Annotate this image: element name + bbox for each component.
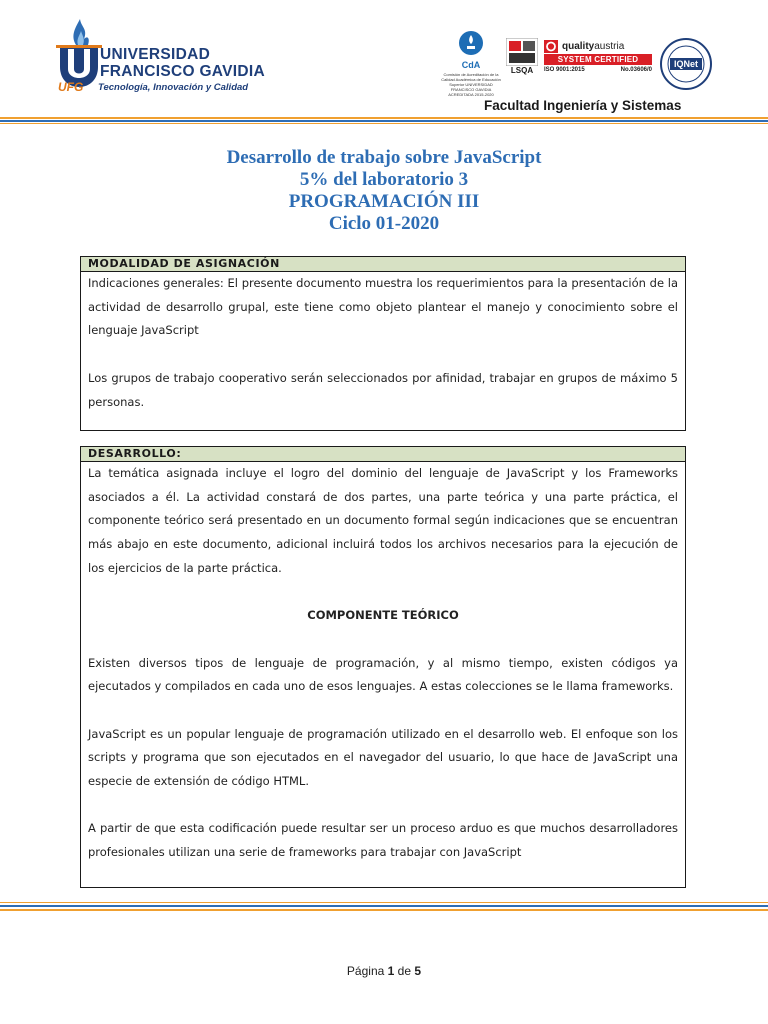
cda-seal-icon <box>458 30 484 56</box>
cda-small-text: Comisión de Acreditación de la Calidad Académica de Educación Superior UNIVERSIDAD FRANCISCO GAVIDIA ACREDITADA 2015-2020 <box>441 72 501 97</box>
desarrollo-box <box>80 446 686 888</box>
system-certified-bar: SYSTEM CERTIFIED <box>544 54 652 65</box>
lsqa-label: LSQA <box>510 66 534 75</box>
header-stripe-orange-thin <box>0 123 768 124</box>
header-stripe-orange <box>0 117 768 119</box>
iqnet-label: IQNet <box>673 59 698 69</box>
quality-austria-brand <box>562 41 624 52</box>
modalidad-box <box>80 256 686 431</box>
page-number <box>0 964 768 978</box>
title-line-1: Desarrollo de trabajo sobre JavaScript <box>226 147 542 168</box>
faculty-name: Facultad Ingeniería y Sistemas <box>484 98 682 113</box>
footer-stripe-orange <box>0 909 768 911</box>
university-name-line2: FRANCISCO GAVIDIA <box>100 63 265 80</box>
footer-stripe-blue <box>0 905 768 907</box>
ufg-abbrev: UFG <box>58 80 84 94</box>
componente-teorico-heading: COMPONENTE TEÓRICO <box>307 608 459 623</box>
quality-austria-logo <box>544 40 652 76</box>
modalidad-paragraph-1: Indicaciones generales: El presente documento muestra los requerimientos para la presentación de la actividad de desarrollo grupal, este tiene como objeto plantear el manejo y conocimiento sobre el lenguaje JavaScript <box>88 276 678 338</box>
lsqa-certification-icon <box>506 38 538 66</box>
modalidad-heading: MODALIDAD DE ASIGNACIÓN <box>81 257 685 272</box>
page-current: 1 <box>387 964 395 978</box>
certificate-number: No.03606/0 <box>620 67 652 73</box>
cda-accreditation-logo <box>441 30 501 102</box>
desarrollo-paragraph-3: JavaScript es un popular lenguaje de programación utilizado en el desarrollo web. El enfoque son los scripts y programa que son ejecutados en el navegador del usuario, lo que hace de JavaScript una especie de extensión de código HTML. <box>88 726 678 789</box>
desarrollo-paragraph-1: La temática asignada incluye el logro del dominio del lenguaje de JavaScript y los Frameworks asociados a él. La actividad constará de dos partes, una parte teórica y una parte práctica, el componente teórico será presentado en un documento formal según indicaciones que se encuentran más abajo en este documento, adicional incluirá todos los archivos necesarios para la ejecución de los ejercicios de la parte práctica. <box>88 466 678 575</box>
quality-austria-brand-bold: quality <box>562 41 595 52</box>
page-of: de <box>397 964 412 978</box>
page-total: 5 <box>414 964 422 978</box>
title-line-2: 5% del laboratorio 3 <box>299 169 469 190</box>
desarrollo-paragraph-2: Existen diversos tipos de lenguaje de programación, y al mismo tiempo, existen códigos ya ejecutados y compilados en cada uno de esos lenguajes. A estas colecciones se le llama frameworks. <box>88 655 678 694</box>
title-line-4: Ciclo 01-2020 <box>328 213 440 234</box>
cda-label: CdA <box>461 60 481 70</box>
iqnet-logo <box>660 38 712 90</box>
iso-standard: ISO 9001:2015 <box>544 67 585 73</box>
document-title <box>0 147 768 235</box>
desarrollo-heading: DESARROLLO: <box>81 447 685 462</box>
university-tagline: Tecnología, Innovación y Calidad <box>98 82 249 93</box>
desarrollo-paragraph-4: A partir de que esta codificación puede resultar ser un proceso arduo es que muchos desarrolladores profesionales utilizan una serie de frameworks para trabajar con JavaScript <box>88 821 678 860</box>
modalidad-body <box>81 272 685 414</box>
desarrollo-body <box>81 462 685 865</box>
lsqa-logo <box>506 38 538 82</box>
footer-stripe-orange-thin <box>0 902 768 903</box>
header-stripe-blue <box>0 120 768 122</box>
title-line-3: PROGRAMACIÓN III <box>288 191 480 212</box>
university-name-line1: UNIVERSIDAD <box>100 46 211 63</box>
quality-austria-q-icon <box>544 40 558 53</box>
modalidad-paragraph-2: Los grupos de trabajo cooperativo serán seleccionados por afinidad, trabajar en grupos de máximo 5 personas. <box>88 370 678 409</box>
page-word: Página <box>346 964 385 978</box>
quality-austria-brand-rest: austria <box>594 41 625 52</box>
